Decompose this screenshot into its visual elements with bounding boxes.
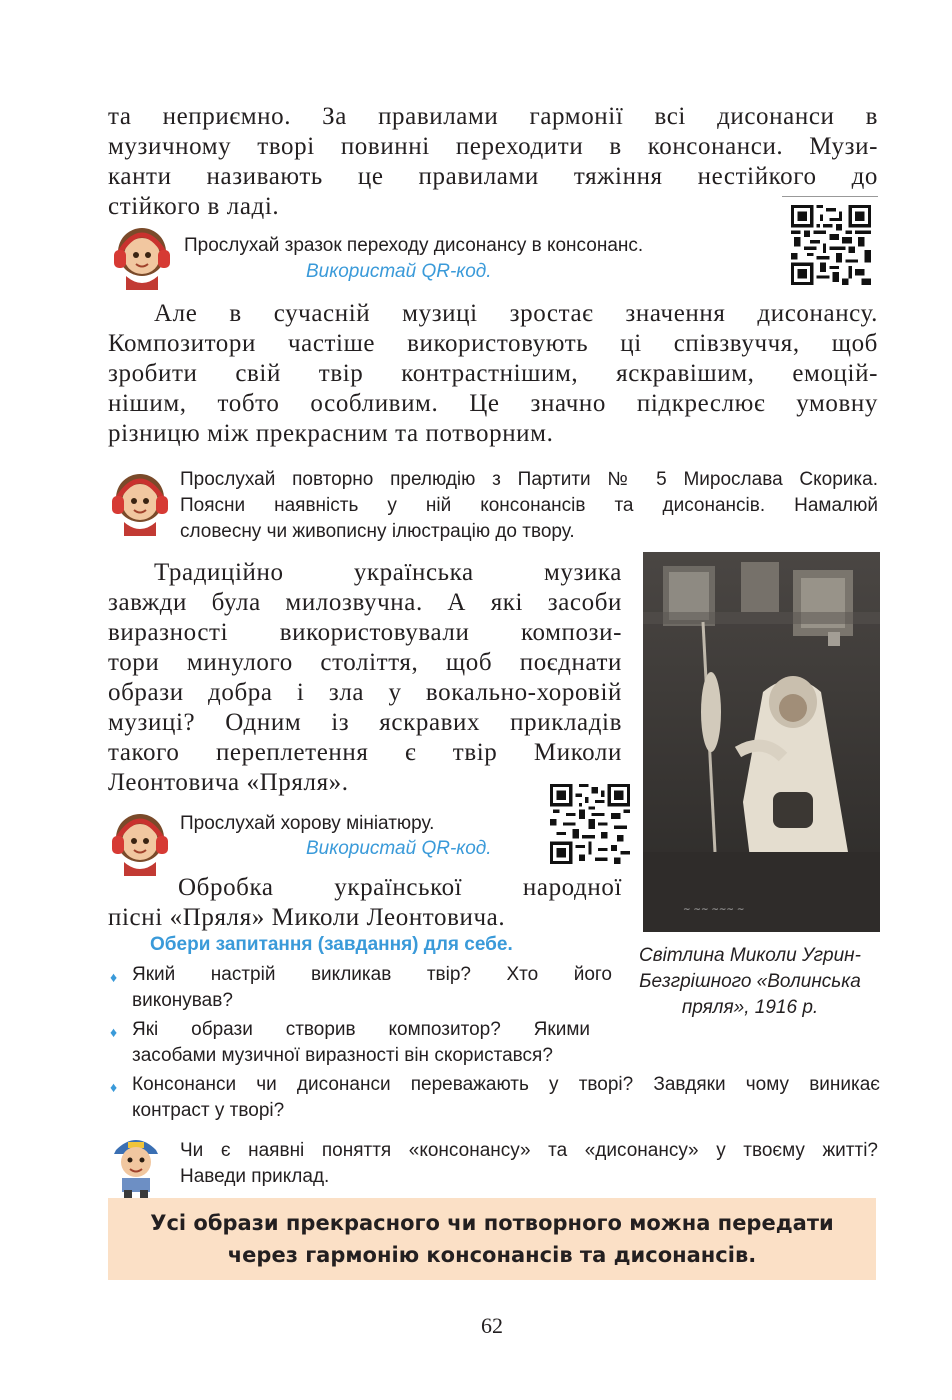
text-line: образи добра і зла у вокально-хоровій xyxy=(108,679,622,706)
tip3-qr-hint: Використай QR-код. xyxy=(306,838,492,859)
text-line: Який настрій викликав твір? Хто його xyxy=(132,964,612,985)
text-line: Композитори частіше використовують ці співзвуччя, щоб xyxy=(108,330,878,357)
page-number: 62 xyxy=(481,1313,503,1338)
text-line: Консонанси чи дисонанси переважають у творі? Завдяки чому виникає xyxy=(132,1074,880,1095)
tip1-qr-hint: Використай QR-код. xyxy=(306,261,492,282)
text-line: виразності використовували компози- xyxy=(108,619,622,646)
qr-code-icon[interactable] xyxy=(791,205,871,285)
tip3-text: Прослухай хорову мініатюру. xyxy=(180,813,435,834)
text-line: засобами музичної виразності він скористався? xyxy=(132,1045,553,1066)
text-line: музиці? Одним із яскравих прикладів xyxy=(108,709,622,736)
text-line: Прослухай повторно прелюдію з Партити № 5 Мирослава Скорика. xyxy=(180,469,878,490)
text-line: Поясни наявність у ній консонансів та дисонансів. Намалюй xyxy=(180,495,878,516)
divider xyxy=(782,196,878,197)
text-line: словесну чи живописну ілюстрацію до твору. xyxy=(180,521,575,542)
boy-cap-icon xyxy=(108,1128,164,1198)
tip1-text: Прослухай зразок переходу дисонансу в консонанс. xyxy=(184,235,644,256)
caption-line: пряля», 1916 р. xyxy=(681,997,819,1018)
photo-caption xyxy=(612,943,888,1021)
text-line: контраст у творі? xyxy=(132,1100,285,1121)
paragraph-2 xyxy=(108,299,878,449)
caption-line: Світлина Миколи Угрин- xyxy=(639,945,861,966)
girl-headphones-icon xyxy=(108,222,176,290)
text-line: тори минулого століття, щоб поєднати xyxy=(108,649,622,676)
top-paragraph xyxy=(108,102,878,222)
tip2-text xyxy=(180,467,878,545)
spinner-woman-photo-icon xyxy=(643,552,880,932)
caption-line: Безгрішного «Волинська xyxy=(639,971,861,992)
list-item xyxy=(110,1072,880,1124)
historical-photo xyxy=(643,552,880,932)
text-line: Чи є наявні поняття «консонансу» та «дисонансу» у твоєму житті? xyxy=(180,1140,878,1161)
svg-text:~ ~~ ~~~ ~: ~ ~~ ~~~ ~ xyxy=(683,905,745,915)
paragraph-3 xyxy=(108,558,622,798)
diamond-bullet-icon: ♦ xyxy=(110,969,118,985)
text-line: зробити свій твір контрастнішим, яскравішим, емоцій- xyxy=(108,360,878,387)
diamond-bullet-icon: ♦ xyxy=(110,1024,118,1040)
text-line: стійкого в ладі. xyxy=(108,193,280,220)
text-line: нішим, тобто особливим. Це значно підкреслює умовну xyxy=(108,390,878,417)
paragraph-4 xyxy=(108,873,622,933)
text-line: канти називають це правилами тяжіння нестійкого до xyxy=(108,163,878,190)
text-line: Наведи приклад. xyxy=(180,1166,330,1187)
text-line: та неприємно. За правилами гармонії всі дисонанси в xyxy=(108,103,878,130)
text-line: пісні «Пряля» Миколи Леонтовича. xyxy=(108,904,506,931)
text-line: музичному творі повинні переходити в консонанси. Музи- xyxy=(108,133,878,160)
diamond-bullet-icon: ♦ xyxy=(110,1079,118,1095)
summary-line: через гармонію консонансів та дисонансів. xyxy=(227,1243,757,1267)
summary-box xyxy=(108,1198,876,1280)
summary-line: Усі образи прекрасного чи потворного можна передати xyxy=(150,1211,834,1235)
text-line: Але в сучасній музиці зростає значення дисонансу. xyxy=(154,300,878,327)
text-line: Обробка української народної xyxy=(178,874,622,901)
qr-code-icon[interactable] xyxy=(550,784,630,864)
text-line: Леонтовича «Пряля». xyxy=(108,769,349,796)
girl-headphones-icon xyxy=(106,468,174,536)
text-line: різницю між прекрасним та потворним. xyxy=(108,420,554,447)
text-line: такого переплетення є твір Миколи xyxy=(108,739,622,766)
questions-header: Обери запитання (завдання) для себе. xyxy=(150,934,513,955)
tip4-text xyxy=(180,1138,878,1190)
list-item xyxy=(110,962,612,1014)
girl-headphones-icon xyxy=(106,808,174,876)
text-line: виконував? xyxy=(132,990,233,1011)
text-line: Які образи створив композитор? Якими xyxy=(132,1019,590,1040)
text-line: завжди була милозвучна. А які засоби xyxy=(108,589,622,616)
text-line: Традиційно українська музика xyxy=(154,559,622,586)
list-item xyxy=(110,1017,640,1069)
